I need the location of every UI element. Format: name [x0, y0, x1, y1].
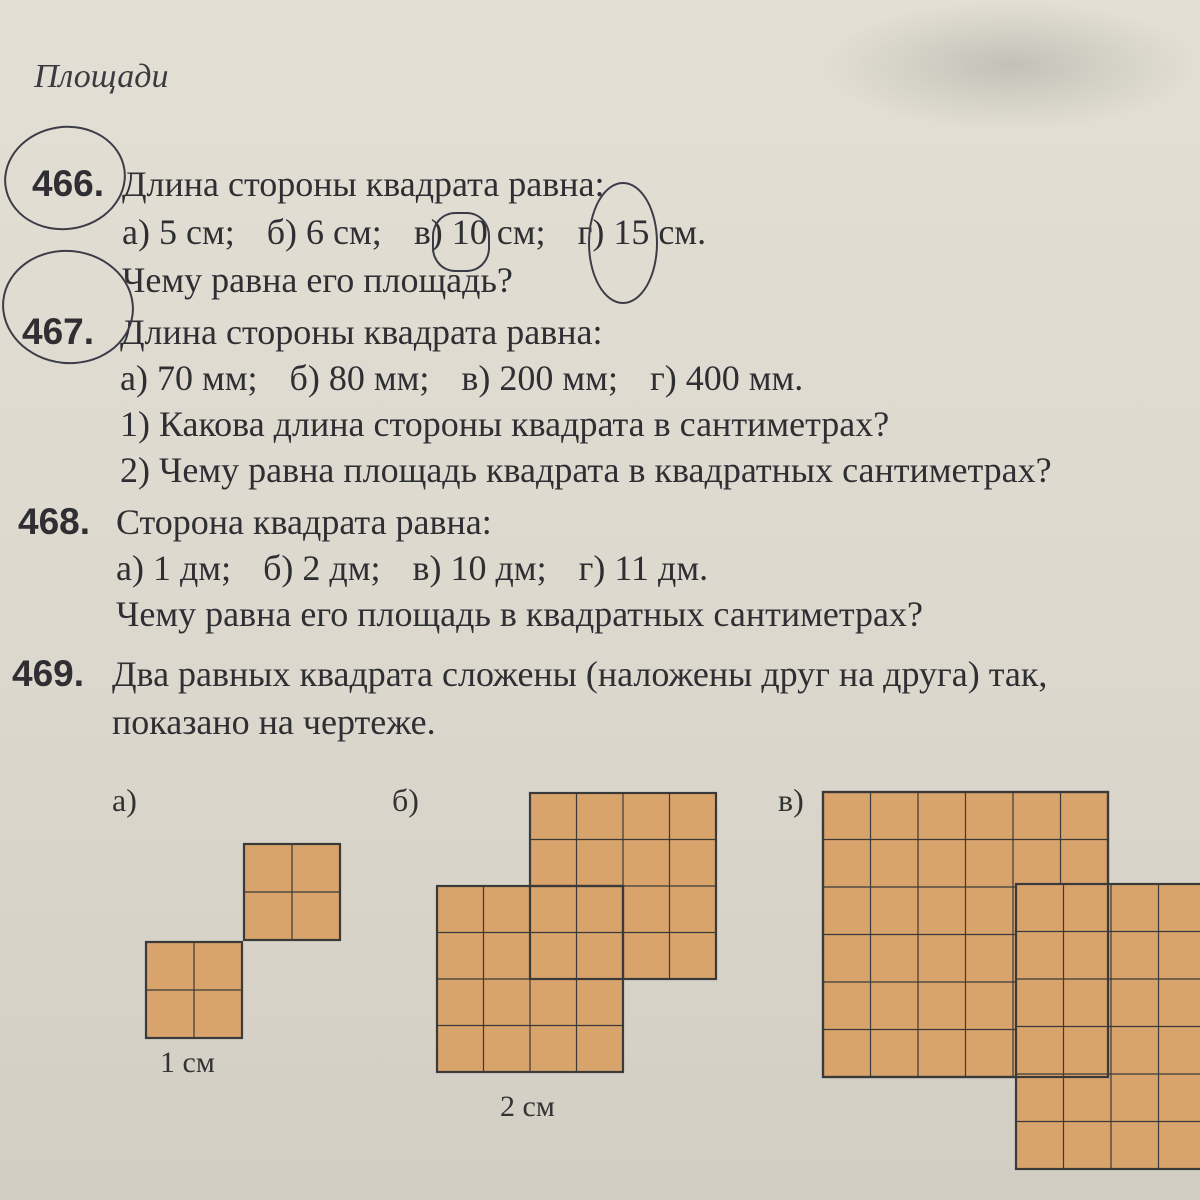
answer-option: б) 80 мм;	[289, 358, 430, 398]
problem-number: 466.	[32, 163, 105, 204]
problem-text-line: показано на чертеже.	[112, 702, 436, 742]
section-title: Площади	[34, 58, 169, 95]
figure-a-square-lower	[146, 942, 242, 1038]
problem-text-line: Длина стороны квадрата равна:	[120, 312, 603, 352]
answer-option: б) 6 см;	[266, 212, 382, 252]
problem-number: 467.	[22, 311, 95, 352]
answer-option: в) 10 дм;	[412, 548, 547, 588]
problem-text-line: Чему равна его площадь в квадратных сантиметрах?	[116, 594, 923, 634]
figure-c-label: в)	[778, 782, 804, 818]
problem-number: 469.	[12, 653, 85, 694]
answer-option: г) 11 дм.	[578, 548, 709, 588]
problem-text-line: Длина стороны квадрата равна:	[122, 164, 605, 204]
problem-text-line: 1) Какова длина стороны квадрата в сантиметрах?	[120, 404, 890, 444]
answer-option: в) 200 мм;	[461, 358, 618, 398]
answer-option: а) 5 см;	[122, 212, 235, 252]
answer-option: б) 2 дм;	[263, 548, 381, 588]
figure-b-scale-label: 2 см	[500, 1090, 555, 1123]
answer-option: г) 15 см.	[577, 212, 707, 252]
figure-a-scale-label: 1 см	[160, 1046, 215, 1079]
answer-option: а) 1 дм;	[116, 548, 232, 588]
problem-number: 468.	[18, 501, 91, 542]
problem-text-line: Сторона квадрата равна:	[116, 502, 492, 542]
figure-a-square-upper	[244, 844, 340, 940]
figure-a-label: а)	[112, 782, 137, 818]
figure-b-label: б)	[392, 782, 419, 818]
problem-text-line: Два равных квадрата сложены (наложены друг на друга) так,	[112, 654, 1048, 694]
problem-text-line: Чему равна его площадь?	[122, 260, 513, 300]
answer-option: г) 400 мм.	[649, 358, 804, 398]
problem-text-line: 2) Чему равна площадь квадрата в квадратных сантиметрах?	[120, 450, 1052, 490]
answer-option: а) 70 мм;	[120, 358, 258, 398]
answer-option: в) 10 см;	[413, 212, 546, 252]
